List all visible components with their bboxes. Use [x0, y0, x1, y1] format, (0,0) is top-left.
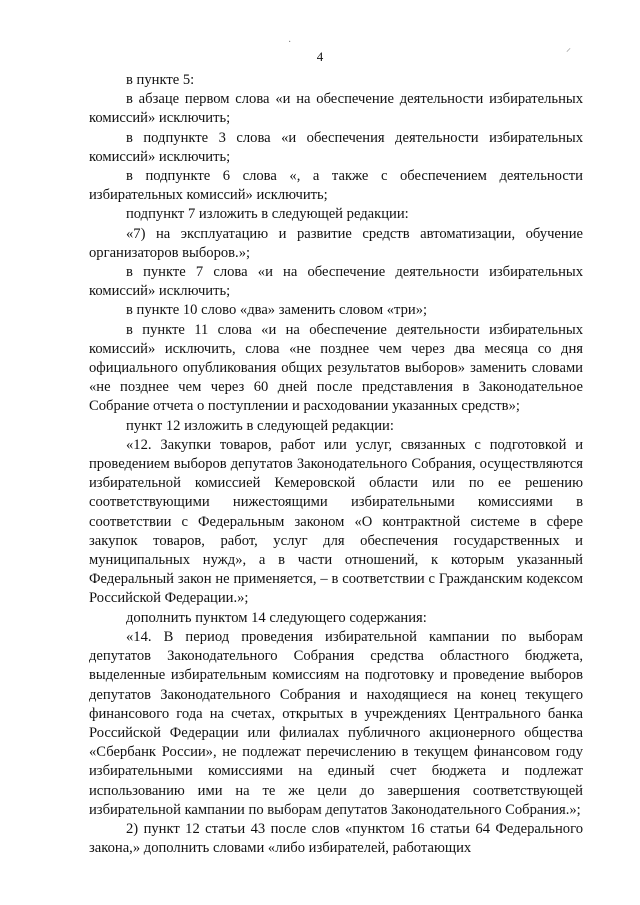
paragraph: «14. В период проведения избирательной кампании по выборам депутатов Законодательного Собрания средства областного бюджета, выделенные избирательным комиссиям на подготовку и проведение выборов депутатов Законодательного Собрания и находящиеся на конец текущего финансового года на счетах, открытых в учреждениях Центрального банка Российской Федерации или филиалах публичного акционерного общества «Сбербанк России», не подлежат перечислению в текущем финансовом году избирательными комиссиями на единый счет бюджета и подлежат использованию ими на те же цели до завершения соответствующей избирательной кампании по выборам депутатов Законодательного Собрания.»;	[89, 628, 583, 818]
paragraph: в пункте 5:	[126, 72, 195, 88]
paragraph: 2) пункт 12 статьи 43 после слов «пунктом 16 статьи 64 Федерального закона,» дополнить словами «либо избирателей, работающих	[89, 820, 583, 857]
document-body	[89, 71, 583, 858]
paragraph: пункт 12 изложить в следующей редакции:	[126, 417, 394, 434]
paragraph: подпункт 7 изложить в следующей редакции:	[126, 206, 409, 223]
paragraph: в пункте 7 слова «и на обеспечение деятельности избирательных комиссий» исключить;	[89, 264, 583, 300]
paragraph: в пункте 10 слово «два» заменить словом «три»;	[126, 302, 428, 319]
paragraph: в подпункте 6 слова «, а также с обеспечением деятельности избирательных комиссий» исключить;	[89, 168, 583, 204]
page-number: 4	[316, 49, 324, 64]
paragraph: в подпункте 3 слова «и обеспечения деятельности избирательных комиссий» исключить;	[89, 129, 583, 165]
paragraph: дополнить пунктом 14 следующего содержания:	[126, 609, 427, 626]
paragraph: «12. Закупки товаров, работ или услуг, связанных с подготовкой и проведением выборов депутатов Законодательного Собрания, осуществляются избирательной комиссией Кемеровской области или по ее решению соответствующими нижестоящими избирательными комиссиями в соответствии с Федеральным законом «О контрактной системе в сфере закупок товаров, работ, услуг для обеспечения государственных и муниципальных нужд», а в части отношений, к которым указанный Федеральный закон не применяется, – в соответствии с Гражданским кодексом Российской Федерации.»;	[89, 436, 583, 607]
paragraph: в абзаце первом слова «и на обеспечение деятельности избирательных комиссий» исключить;	[89, 91, 583, 127]
scan-mark: ⸝	[566, 43, 571, 54]
scan-mark: ·	[288, 37, 292, 48]
paragraph: «7) на эксплуатацию и развитие средств автоматизации, обучение организаторов выборов.»;	[89, 225, 583, 261]
paragraph: в пункте 11 слова «и на обеспечение деятельности избирательных комиссий» исключить, слова «не позднее чем через два месяца со дня официального опубликования общих результатов выборов» заменить словами «не позднее чем через 60 дней после представления в Законодательное Собрание отчета о поступлении и расходовании указанных средств»;	[89, 321, 583, 415]
